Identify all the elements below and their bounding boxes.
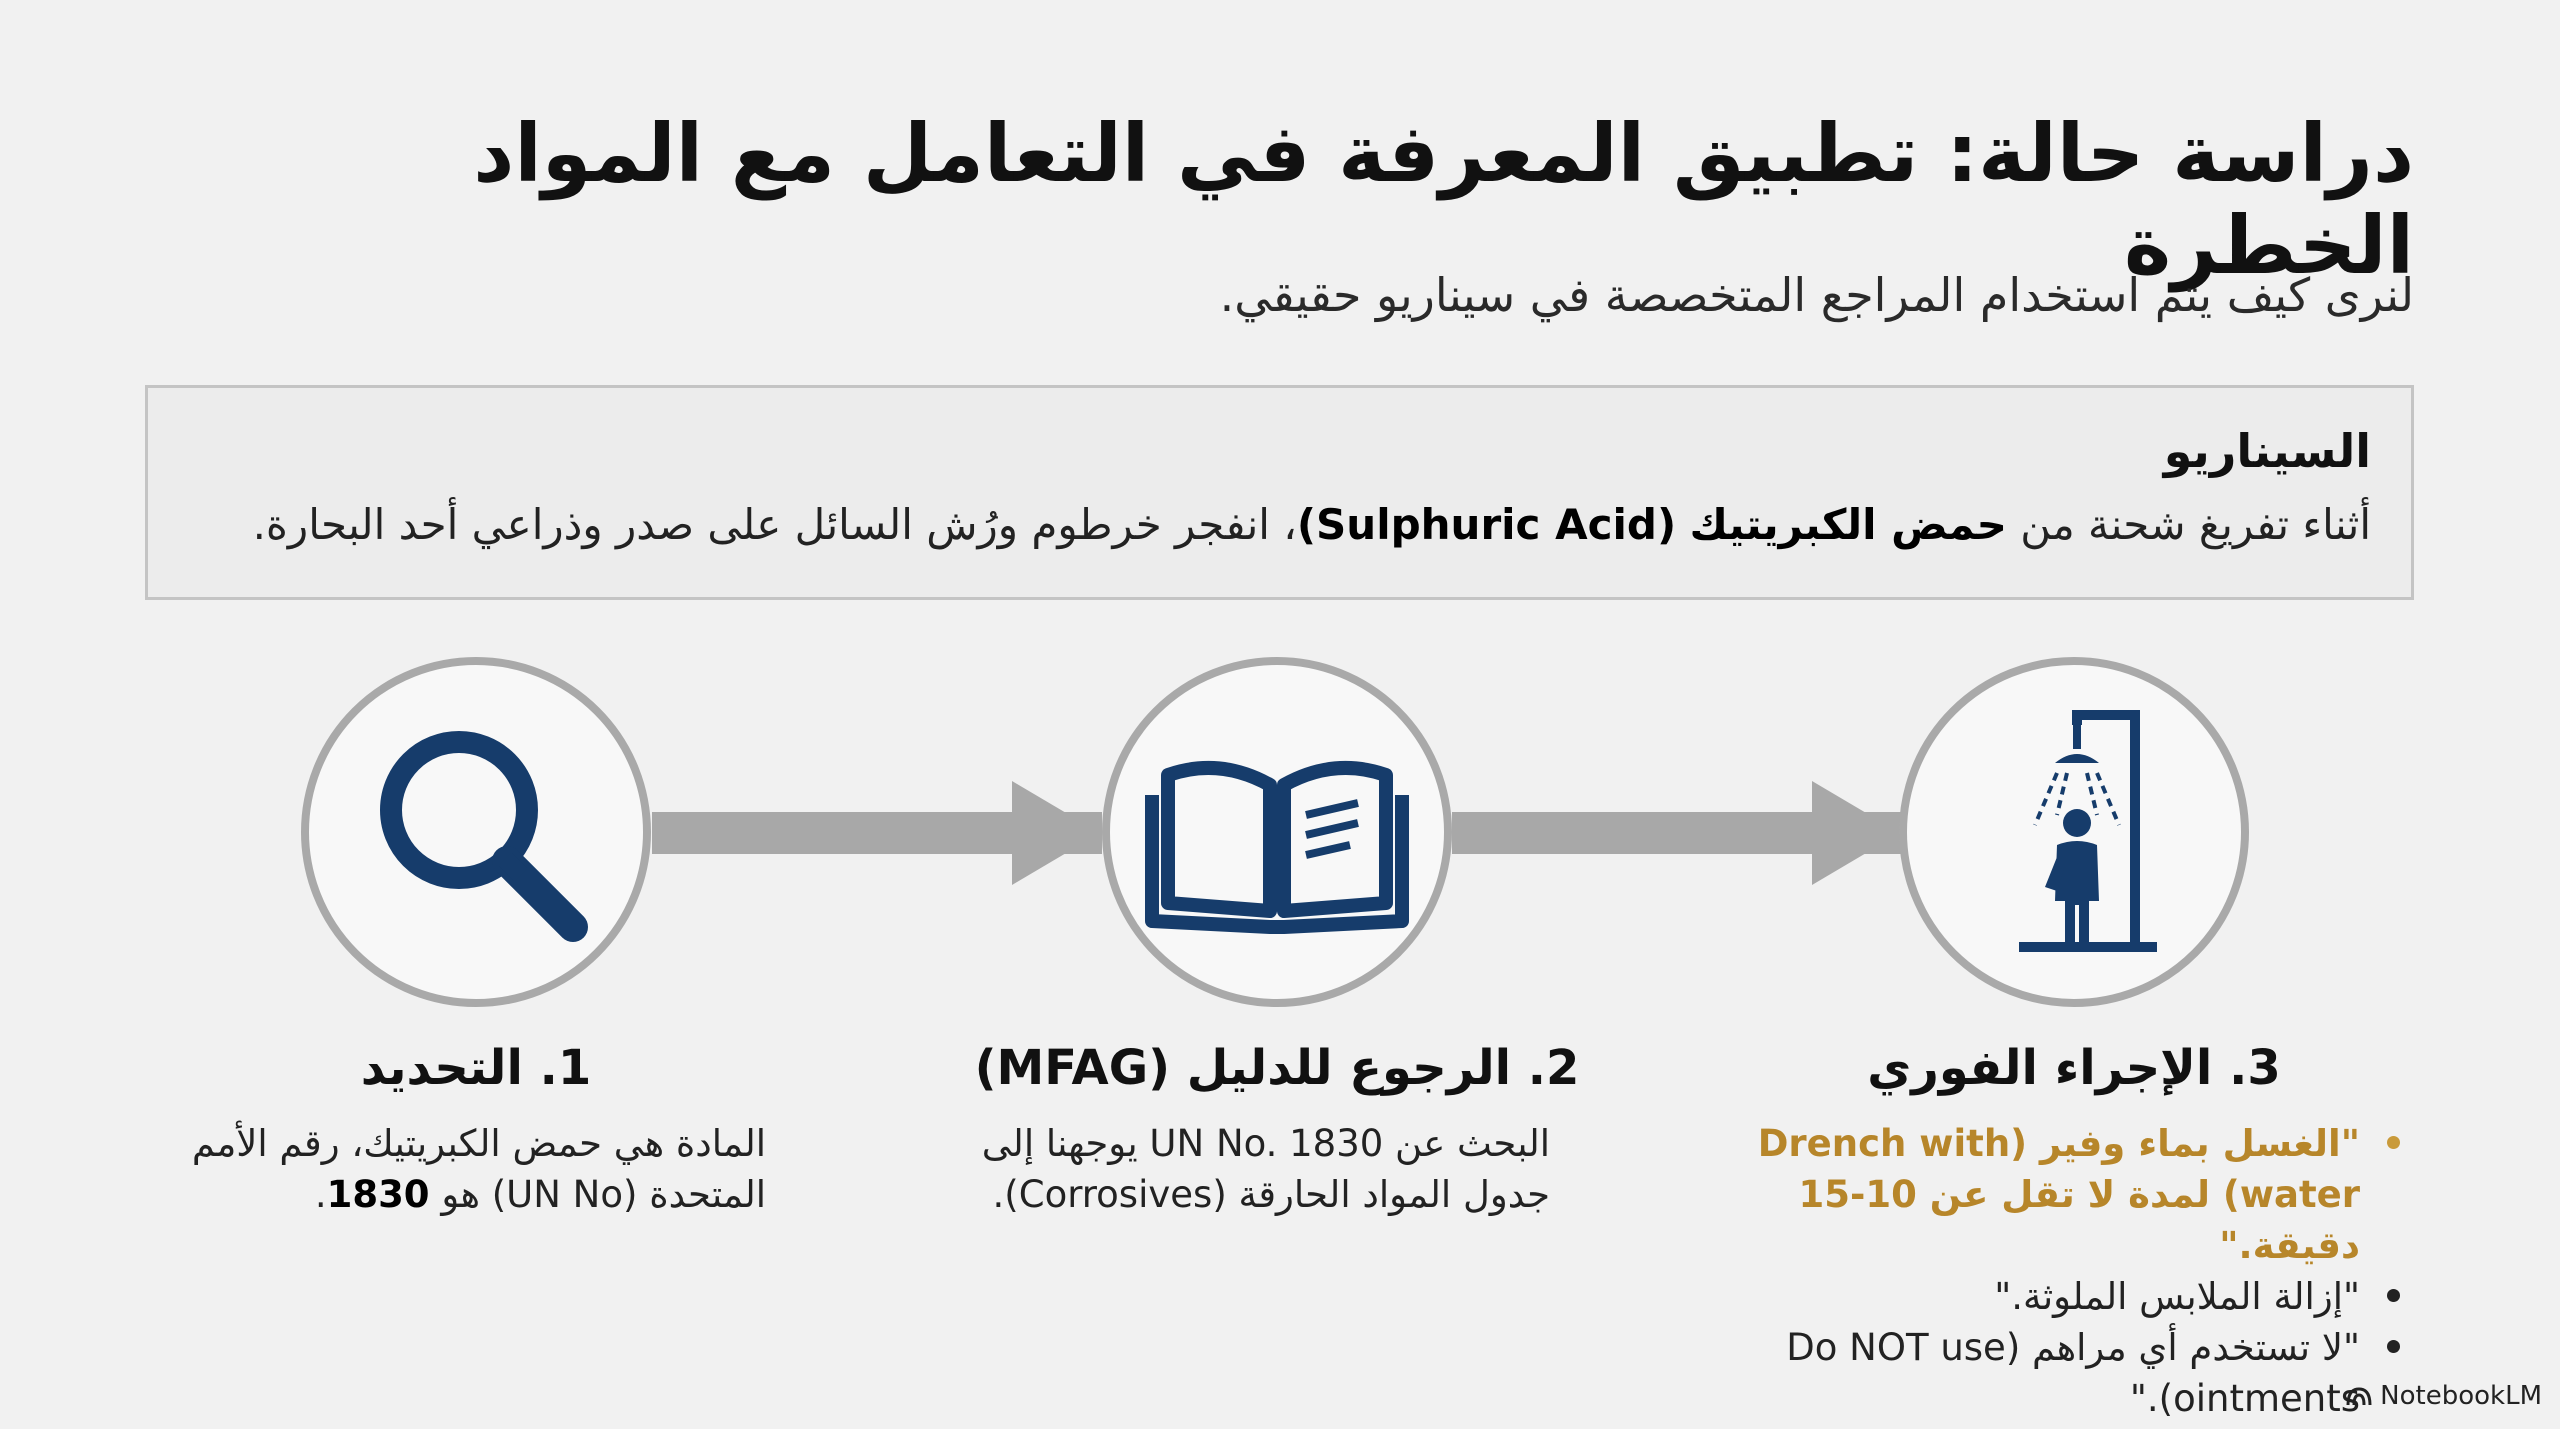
scenario-substance-ar: حمض الكبريتيك [1689, 500, 2007, 549]
step-3-title: 3. الإجراء الفوري [1867, 1040, 2281, 1096]
notebooklm-logo-icon [2346, 1385, 2372, 1407]
bullet-dot-icon [2387, 1340, 2400, 1353]
connector-arrow-2-head [1812, 781, 1900, 885]
step-1-title: 1. التحديد [360, 1040, 592, 1096]
step-1-circle [301, 657, 651, 1007]
scenario-text [191, 500, 2371, 549]
step-2-desc-line-2: جدول المواد الحارقة (Corrosives). [992, 1173, 1550, 1216]
step-1-desc-prefix: المتحدة (UN No) هو [429, 1173, 766, 1216]
step-1-desc-suffix: . [314, 1173, 327, 1216]
bullet-dot-icon [2387, 1289, 2400, 1302]
scenario-box [145, 385, 2414, 600]
magnifying-glass-icon [309, 665, 643, 999]
scenario-text-after: ، انفجر خرطوم ورُش السائل على صدر وذراعي أحد البحارة. [252, 500, 1297, 549]
open-book-icon [1110, 665, 1444, 999]
emergency-shower-icon [1907, 665, 2241, 999]
step-3-bullet-2 [1700, 1271, 2360, 1322]
step-2-title: 2. الرجوع للدليل (MFAG) [974, 1040, 1580, 1096]
scenario-text-before: أثناء تفريغ شحنة من [2006, 500, 2371, 549]
connector-arrow-1-head [1012, 781, 1100, 885]
page-subtitle: لنرى كيف يتم استخدام المراجع المتخصصة في سيناريو حقيقي. [1219, 268, 2414, 322]
scenario-heading: السيناريو [2163, 424, 2371, 478]
step-3-bullet-3-text: "لا تستخدم أي مراهم (Do NOT use ointments)." [1786, 1326, 2360, 1420]
step-3-bullet-1-text: "الغسل بماء وفير (Drench with water) لمدة لا تقل عن 10-15 دقيقة." [1757, 1122, 2360, 1267]
step-3-bullet-1 [1700, 1118, 2360, 1271]
step-1-desc-line-1: المادة هي حمض الكبريتيك، رقم الأمم [191, 1122, 766, 1165]
step-1-un-number: 1830 [326, 1173, 430, 1216]
step-2-circle [1102, 657, 1452, 1007]
step-1-description [126, 1118, 766, 1220]
step-2-desc-line-1: البحث عن UN No. 1830 يوجهنا إلى [981, 1122, 1550, 1165]
page-title: دراسة حالة: تطبيق المعرفة في التعامل مع المواد الخطرة [473, 107, 2414, 292]
bullet-dot-icon [2387, 1136, 2400, 1149]
step-3-action-list [1700, 1118, 2404, 1424]
brand-name: NotebookLM [2380, 1381, 2542, 1411]
notebooklm-watermark [2346, 1381, 2542, 1411]
step-3-circle [1899, 657, 2249, 1007]
scenario-substance-en: (Sulphuric Acid) [1296, 500, 1677, 549]
step-3-bullet-2-text: "إزالة الملابس الملوثة." [1994, 1275, 2360, 1318]
step-1-desc-line-2 [126, 1169, 766, 1220]
step-3-bullet-3 [1700, 1322, 2360, 1424]
step-2-description [910, 1118, 1550, 1220]
